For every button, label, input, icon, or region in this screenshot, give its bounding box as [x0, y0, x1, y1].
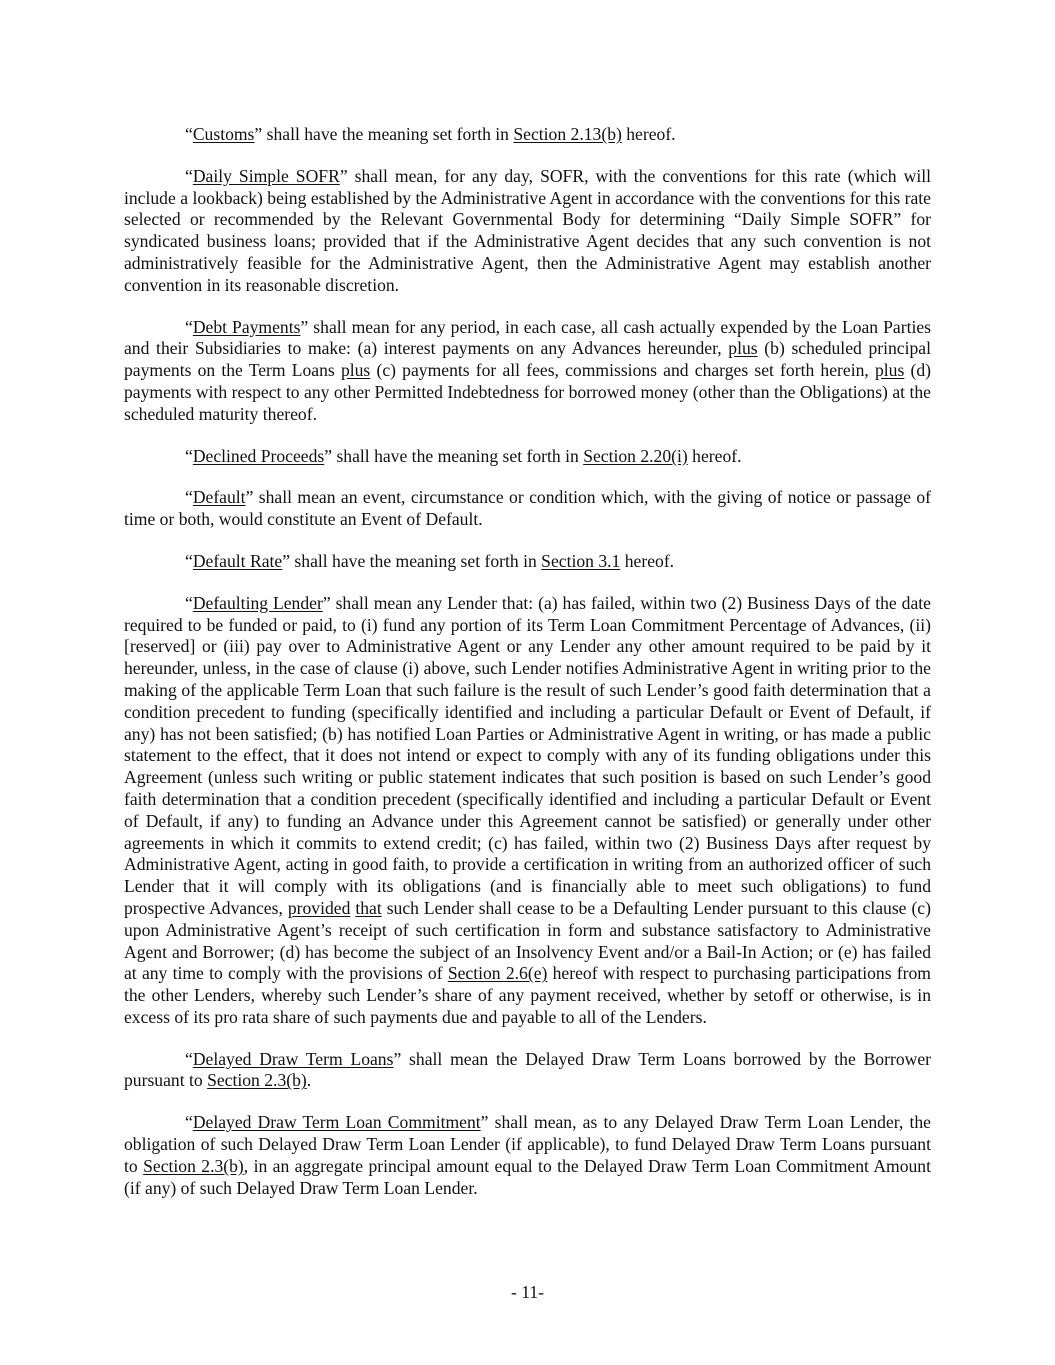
definition-text: ” shall mean, for any day, SOFR, with the conventions for this rate (which will include a lookback) being established by the Administrative Agent in accordance with the conventions for this rate selected or recommended by the Relevant Governmental Body for determining “Daily Simple SOFR” for syndicated business loans; provided that if the Administrative Agent decides that any such convention is not administratively feasible for the Administrative Agent, then the Administrative Agent may establish another convention in its reasonable discretion.: [124, 165, 931, 295]
underlined-reference: plus: [874, 360, 905, 381]
definition-text: .: [306, 1070, 312, 1091]
definition-paragraph: “Customs” shall have the meaning set forth in Section 2.13(b) hereof.: [185, 124, 676, 144]
underlined-reference: Section 2.3(b): [143, 1155, 244, 1176]
definition-paragraph: “Declined Proceeds” shall have the meaning set forth in Section 2.20(i) hereof.: [185, 445, 742, 466]
definition-paragraph: “Daily Simple SOFR” shall mean, for any day, SOFR, with the conventions for this rate (which will include a lookback) being established by the Administrative Agent in accordance with the conventions for this rate selected or recommended by the Relevant Governmental Body for determining “Daily Simple SOFR” for syndicated business loans; provided that if the Administrative Agent decides that any such convention is not administratively feasible for the Administrative Agent, then the Administrative Agent may establish another convention in its reasonable discretion.: [124, 165, 931, 295]
underlined-reference: plus: [728, 338, 758, 359]
underlined-reference: Section 2.3(b): [207, 1070, 307, 1091]
definition-text: such Lender shall cease to be a Defaulting Lender pursuant to this clause (c) upon Administrative Agent’s receipt of such certification in form and substance satisfactory to Administrative Agent and Borrower; (d) has become the subject of an Insolvency Event and/or a Bail-In Action; or (e) has failed at any time to comply with the provisions of: [124, 897, 931, 984]
defined-term: Default Rate: [192, 550, 283, 571]
defined-term: Delayed Draw Term Loans: [192, 1048, 394, 1069]
definition-text: hereof with respect to purchasing participations from the other Lenders, whereby such Lender’s share of any payment received, whether by setoff or otherwise, is in excess of its pro rata share of such payments due and payable to all of the Lenders.: [124, 963, 931, 1027]
definition-paragraph: “Debt Payments” shall mean for any period, in each case, all cash actually expended by the Loan Parties and their Subsidiaries to make: (a) interest payments on any Advances hereunder, plus (b) scheduled principal payments on the Term Loans plus (c) payments for all fees, commissions and charges set forth herein, plus (d) payments with respect to any other Permitted Indebtedness for borrowed money (other than the Obligations) at the scheduled maturity thereof.: [124, 316, 932, 424]
definition-text: ” shall mean for any period, in each case, all cash actually expended by the Loan Parties and their Subsidiaries to make: (a) interest payments on any Advances hereunder,: [124, 316, 932, 359]
definition-text: (b) scheduled principal payments on the Term Loans: [124, 338, 931, 381]
underlined-reference: Section 3.1: [541, 550, 621, 571]
definition-text: hereof.: [621, 124, 676, 144]
underlined-reference: plus: [340, 360, 371, 381]
definition-paragraph: “Defaulting Lender” shall mean any Lender that: (a) has failed, within two (2) Business Days of the date required to be funded or paid, to (i) fund any portion of its Term Loan Commitment Percentage of Advances, (ii) [reserved] or (iii) pay over to Administrative Agent or any Lender any other amount required to be paid by it hereunder, unless, in the case of clause (i) above, such Lender notifies Administrative Agent in writing prior to the making of the applicable Term Loan that such failure is the result of such Lender’s good faith determination that a condition precedent to funding (specifically identified and including a particular Default or Event of Default, if any) has not been satisfied; (b) has notified Loan Parties or Administrative Agent in writing, or has made a public statement to the effect, that it does not intend or expect to comply with any of its funding obligations under this Agreement (unless such writing or public statement indicates that such position is based on such Lender’s good faith determination that a condition precedent (specifically identified and including a particular Default or Event of Default, if any) to funding an Advance under this Agreement cannot be satisfied) or generally under other agreements in which it commits to extend credit; (c) has failed, within two (2) Business Days after request by Administrative Agent, acting in good faith, to provide a certification in writing from an authorized officer of such Lender that it will comply with its obligations (and is financially able to meet such obligations) to fund prospective Advances, provided that such Lender shall cease to be a Defaulting Lender pursuant to this clause (c) upon Administrative Agent’s receipt of such certification in form and substance satisfactory to Administrative Agent and Borrower; (d) has become the subject of an Insolvency Event and/or a Bail-In Action; or (e) has failed at any time to comply with the provisions of Section 2.6(e) hereof with respect to purchasing participations from the other Lenders, whereby such Lender’s share of any payment received, whether by setoff or otherwise, is in excess of its pro rata share of such payments due and payable to all of the Lenders.: [124, 592, 931, 1027]
definition-paragraph: “Delayed Draw Term Loans” shall mean the Delayed Draw Term Loans borrowed by the Borrower pursuant to Section 2.3(b).: [124, 1048, 931, 1091]
underlined-reference: provided: [287, 897, 351, 918]
definition-text: hereof.: [620, 550, 675, 571]
defined-term: Daily Simple SOFR: [192, 165, 340, 186]
definition-text: (d) payments with respect to any other Permitted Indebtedness for borrowed money (other than the Obligations) at the scheduled maturity thereof.: [124, 360, 932, 424]
definition-text: (c) payments for all fees, commissions and charges set forth herein,: [370, 360, 875, 381]
definition-text: ” shall have the meaning set forth in: [254, 124, 514, 144]
defined-term: Customs: [192, 124, 255, 144]
definition-paragraph: “Delayed Draw Term Loan Commitment” shall mean, as to any Delayed Draw Term Loan Lender, the obligation of such Delayed Draw Term Loan Lender (if applicable), to fund Delayed Draw Term Loans pursuant to Section 2.3(b), in an aggregate principal amount equal to the Delayed Draw Term Loan Commitment Amount (if any) of such Delayed Draw Term Loan Lender.: [124, 1112, 931, 1198]
defined-term: Default: [192, 487, 246, 508]
underlined-reference: Section 2.20(i): [583, 445, 688, 466]
definition-text: ” shall mean, as to any Delayed Draw Term Loan Lender, the obligation of such Delayed Draw Term Loan Lender (if applicable), to fund Delayed Draw Term Loans pursuant to: [124, 1112, 931, 1176]
defined-term: Defaulting Lender: [192, 592, 323, 613]
definition-text: ” shall mean any Lender that: (a) has failed, within two (2) Business Days of the date required to be funded or paid, to (i) fund any portion of its Term Loan Commitment Percentage of Advances, (ii) [reserved] or (iii) pay over to Administrative Agent or any Lender any other amount required to be paid by it hereunder, unless, in the case of clause (i) above, such Lender notifies Administrative Agent in writing prior to the making of the applicable Term Loan that such failure is the result of such Lender’s good faith determination that a condition precedent to funding (specifically identified and including a particular Default or Event of Default, if any) has not been satisfied; (b) has notified Loan Parties or Administrative Agent in writing, or has made a public statement to the effect, that it does not intend or expect to comply with any of its funding obligations under this Agreement (unless such writing or public statement indicates that such position is based on such Lender’s good faith determination that a condition precedent (specifically identified and including a particular Default or Event of Default, if any) to funding an Advance under this Agreement cannot be satisfied) or generally under other agreements in which it commits to extend credit; (c) has failed, within two (2) Business Days after request by Administrative Agent, acting in good faith, to provide a certification in writing from an authorized officer of such Lender that it will comply with its obligations (and is financially able to meet such obligations) to fund prospective Advances,: [124, 592, 931, 918]
defined-term: Debt Payments: [192, 316, 301, 337]
definition-text: ” shall mean the Delayed Draw Term Loans borrowed by the Borrower pursuant to: [124, 1048, 931, 1091]
defined-term: Delayed Draw Term Loan Commitment: [192, 1112, 481, 1133]
definition-text: ” shall have the meaning set forth in: [282, 550, 542, 571]
definition-text: hereof.: [687, 445, 742, 466]
definitions-section: [124, 124, 931, 1219]
definition-paragraph: “Default Rate” shall have the meaning set forth in Section 3.1 hereof.: [185, 550, 675, 571]
definition-paragraph: “Default” shall mean an event, circumstance or condition which, with the giving of notice or passage of time or both, would constitute an Event of Default.: [124, 487, 931, 530]
definition-text: , in an aggregate principal amount equal to the Delayed Draw Term Loan Commitment Amount (if any) of such Delayed Draw Term Loan Lender.: [124, 1155, 931, 1198]
underlined-reference: Section 2.13(b): [513, 124, 622, 144]
defined-term: Declined Proceeds: [192, 445, 325, 466]
underlined-reference: Section 2.6(e): [447, 963, 548, 984]
page-number: - 11-: [510, 1282, 545, 1302]
definition-text: ” shall have the meaning set forth in: [324, 445, 584, 466]
definition-text: ” shall mean an event, circumstance or condition which, with the giving of notice or passage of time or both, would constitute an Event of Default.: [124, 487, 931, 530]
underlined-reference: that: [355, 897, 382, 918]
